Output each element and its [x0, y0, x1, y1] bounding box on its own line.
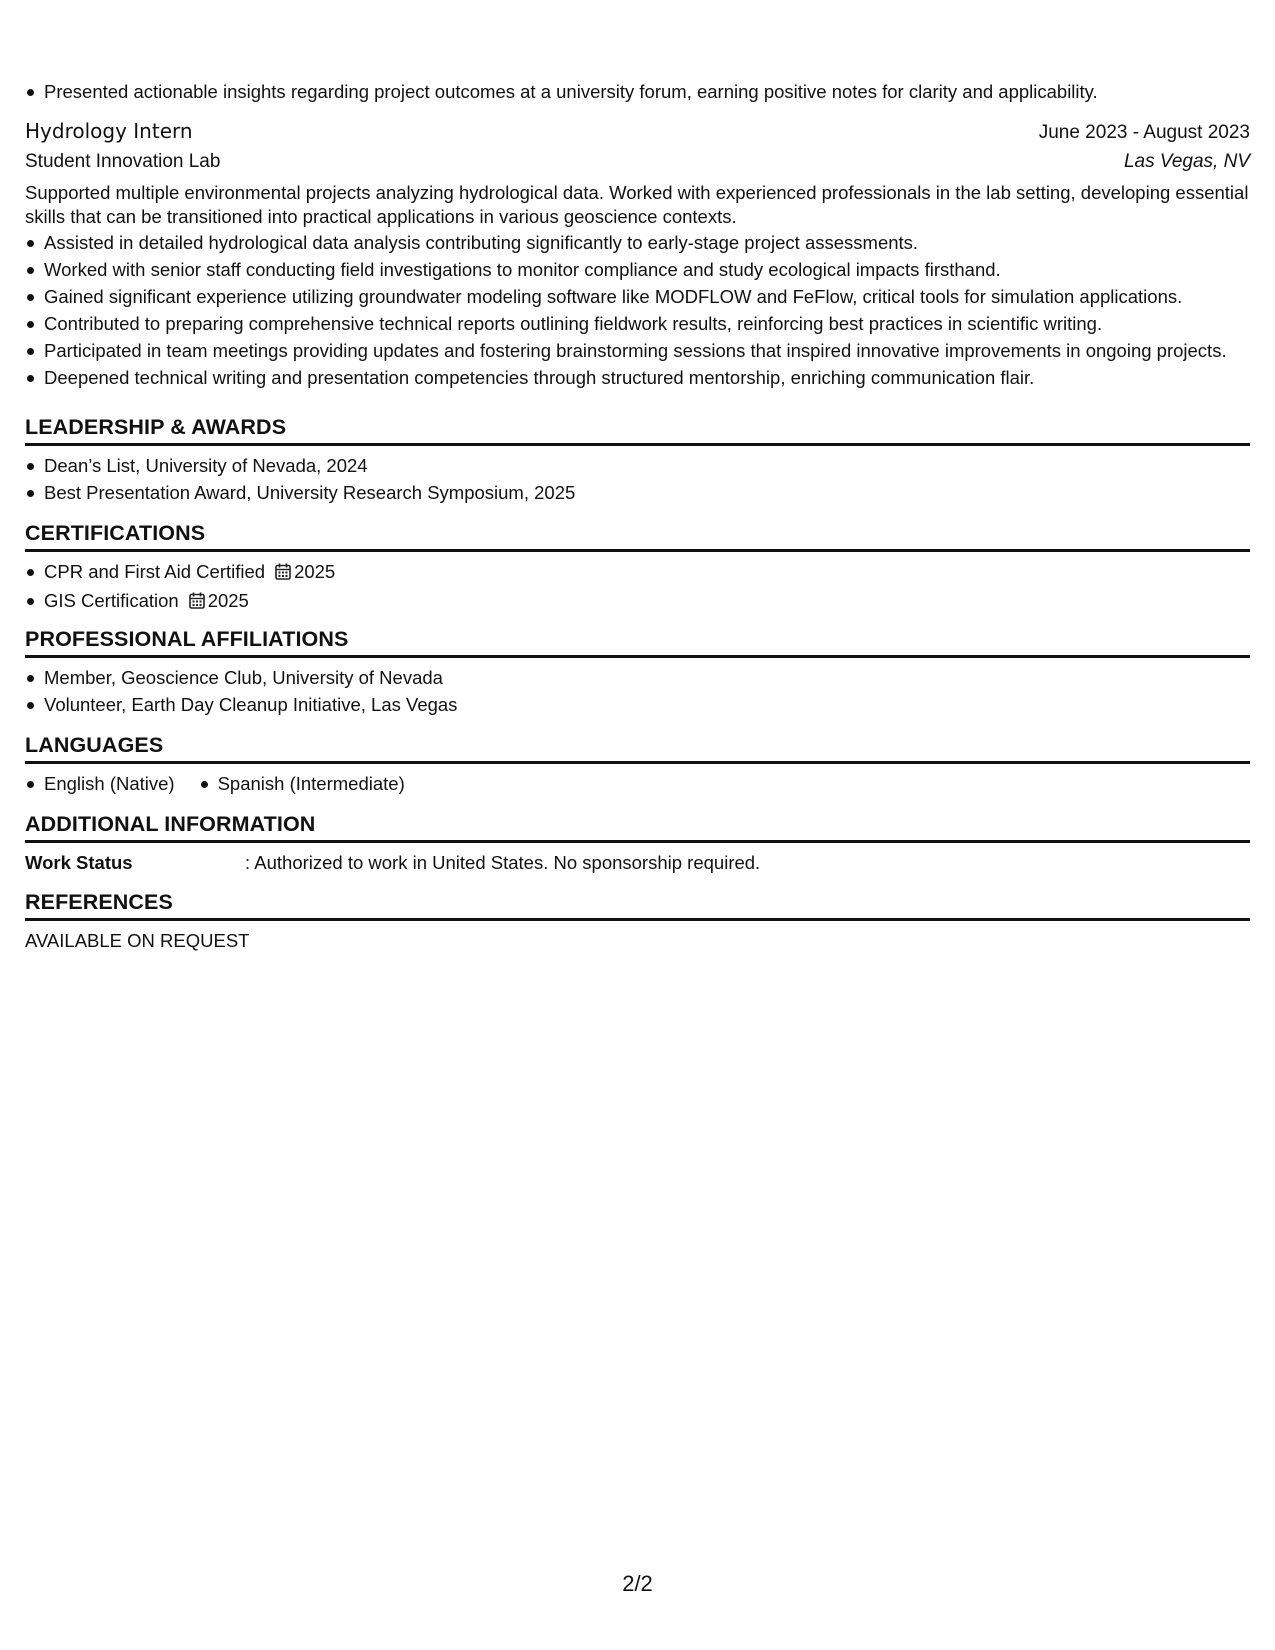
- list-item: Gained significant experience utilizing groundwater modeling software like MODFLOW and FeFlow, critical tools for simulation applications.: [25, 285, 1250, 309]
- section-heading: REFERENCES: [25, 889, 1250, 921]
- job-org-row: [25, 147, 1250, 177]
- job-header-row: [25, 117, 1250, 147]
- section-heading: ADDITIONAL INFORMATION: [25, 811, 1250, 843]
- languages-list: [25, 772, 1250, 799]
- job-bullets: [25, 231, 1250, 390]
- list-item: Member, Geoscience Club, University of Nevada: [25, 666, 1250, 690]
- awards-list: [25, 454, 1250, 505]
- section-leadership-awards: [25, 414, 1250, 508]
- list-item: English (Native): [25, 772, 175, 796]
- list-item: Volunteer, Earth Day Cleanup Initiative, Las Vegas: [25, 693, 1250, 717]
- section-heading: CERTIFICATIONS: [25, 520, 1250, 552]
- certification-year: 2025: [294, 561, 336, 582]
- work-status-row: [25, 851, 1250, 875]
- section-certifications: [25, 520, 1250, 618]
- section-heading: LANGUAGES: [25, 732, 1250, 764]
- list-item: [25, 589, 1250, 615]
- list-item: Deepened technical writing and presentation competencies through structured mentorship, enriching communication flair.: [25, 366, 1250, 390]
- job-location: Las Vegas, NV: [1123, 151, 1250, 172]
- list-item: Assisted in detailed hydrological data analysis contributing significantly to early-stage project assessments.: [25, 231, 1250, 255]
- resume-page: [25, 0, 1250, 1650]
- affiliations-list: [25, 666, 1250, 717]
- calendar-icon: [189, 591, 205, 615]
- certifications-list: [25, 560, 1250, 615]
- section-additional-information: [25, 811, 1250, 875]
- section-heading: PROFESSIONAL AFFILIATIONS: [25, 626, 1250, 658]
- list-item: Worked with senior staff conducting field investigations to monitor compliance and study ecological impacts firsthand.: [25, 258, 1250, 282]
- job-entry-hydrology-intern: [25, 117, 1250, 393]
- section-heading: LEADERSHIP & AWARDS: [25, 414, 1250, 446]
- certification-name: GIS Certification: [44, 590, 179, 611]
- calendar-icon: [275, 562, 291, 586]
- page-number: 2/2: [622, 1571, 653, 1596]
- certification-year: 2025: [207, 590, 249, 611]
- list-item: Presented actionable insights regarding project outcomes at a university forum, earning positive notes for clarity and applicability.: [25, 80, 1250, 104]
- section-professional-affiliations: [25, 626, 1250, 720]
- work-status-value: : Authorized to work in United States. No sponsorship required.: [245, 852, 761, 873]
- list-item: Participated in team meetings providing updates and fostering brainstorming sessions that inspired innovative improvements in ongoing projects.: [25, 339, 1250, 363]
- list-item: Contributed to preparing comprehensive technical reports outlining fieldwork results, reinforcing best practices in scientific writing.: [25, 312, 1250, 336]
- job-organization: Student Innovation Lab: [25, 151, 221, 172]
- section-references: [25, 889, 1250, 953]
- section-languages: [25, 732, 1250, 799]
- work-status-label: Work Status: [25, 852, 133, 873]
- list-item: Best Presentation Award, University Research Symposium, 2025: [25, 481, 1250, 505]
- job-description: Supported multiple environmental projects analyzing hydrological data. Worked with experienced professionals in the lab setting, developing essential skills that can be transitioned into practical applications in various geoscience contexts.: [25, 182, 1249, 227]
- certification-name: CPR and First Aid Certified: [44, 561, 266, 582]
- list-item: Dean’s List, University of Nevada, 2024: [25, 454, 1250, 478]
- job-title: Hydrology Intern: [25, 119, 193, 143]
- previous-job-bullets: [25, 80, 1250, 107]
- job-dates: June 2023 - August 2023: [1038, 122, 1250, 143]
- list-item: [25, 560, 1250, 586]
- list-item: Spanish (Intermediate): [199, 772, 405, 796]
- references-text: AVAILABLE ON REQUEST: [25, 930, 250, 951]
